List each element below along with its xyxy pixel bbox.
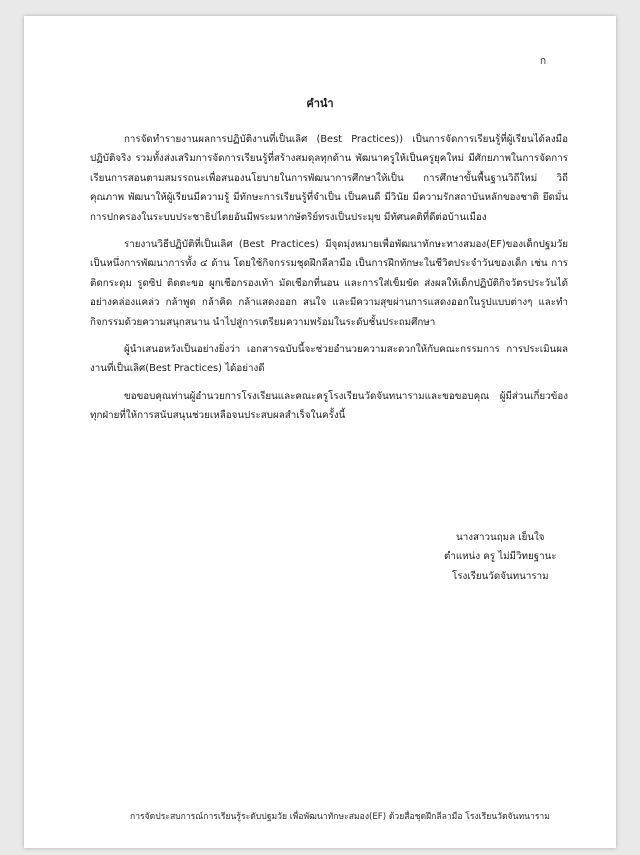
- paragraph-3: ผู้นำเสนอหวังเป็นอย่างยิ่งว่า เอกสารฉบับนี้จะช่วยอำนวยความสะดวกให้กับคณะกรรมการ การประเมินผลงานที่เป็นเลิศ(Best Practices) ได้อย่างดี: [90, 344, 568, 375]
- page-number: ก: [539, 56, 546, 67]
- signer-name: นางสาวนฤมล เย็นใจ: [456, 532, 545, 543]
- paragraph-1: การจัดทำรายงานผลการปฏิบัติงานที่เป็นเลิศ (Best Practices)) เป็นการจัดการเรียนรู้ที่ผู้เรียนได้ลงมือปฏิบัติจริง รวมทั้งส่งเสริมการจัดการเรียนรู้ที่สร้างสมดุลทุกด้าน พัฒนาครูให้เป็นครูยุคใหม่ มีศักยภาพในการจัดการเรียนการสอนตามสมรรถนะเพื่อสนองนโยบายในการพัฒนาการศึกษาให้เป็น การศึกษาขั้นพื้นฐานวิถีใหม่ วิถีคุณภาพ พัฒนาให้ผู้เรียนมีความรู้ มีทักษะการเรียนรู้ที่จำเป็น เป็นคนดี มีวินัย มีความรักสถาบันหลักของชาติ ยึดมั่นการปกครองในระบบประชาธิปไตยอันมีพระมหากษัตริย์ทรงเป็นประมุข มีทัศนคติที่ดีต่อบ้านเมือง: [90, 134, 568, 223]
- document-page: [24, 16, 616, 848]
- signature-block: [444, 528, 557, 586]
- page-title: คำนำ: [306, 97, 334, 110]
- signer-position: ตำแหน่ง ครู ไม่มีวิทยฐานะ: [444, 551, 557, 563]
- signer-school: โรงเรียนวัดจันทนาราม: [452, 570, 549, 582]
- page-footer: การจัดประสบการณ์การเรียนรู้ระดับปฐมวัย เพื่อพัฒนาทักษะสมอง(EF) ด้วยสื่อชุดฝึกลีลามือ โรงเรียนวัดจันทนาราม: [130, 812, 550, 822]
- preface-body: [90, 130, 568, 434]
- paragraph-4: ขอขอบคุณท่านผู้อำนวยการโรงเรียนและคณะครูโรงเรียนวัดจันทนารามและขอขอบคุณ ผู้มีส่วนเกี่ยวข้องทุกฝ่ายที่ให้การสนับสนุนช่วยเหลือจนประสบผลสำเร็จในครั้งนี้: [90, 390, 568, 422]
- paragraph-2: รายงานวิธีปฏิบัติที่เป็นเลิศ (Best Practices) มีจุดมุ่งหมายเพื่อพัฒนาทักษะทางสมอง(EF)ของเด็กปฐมวัยเป็นหนึ่งการพัฒนาการทั้ง ๔ ด้าน โดยใช้กิจกรรมชุดฝึกลีลามือ เป็นการฝึกทักษะในชีวิตประจำวันของเด็ก เช่น การติดกระดุม รูดซิป ติดตะขอ ผูกเชือกรองเท้า มัดเชือกที่นอน และการใส่เข็มขัด ส่งผลให้เด็กปฏิบัติกิจวัตรประวันได้อย่างคล่องแคล่ว กล้าพูด กล้าคิด กล้าแสดงออก สนใจ และมีความสุขผ่านการแสดงออกในรูปแบบต่างๆ และทำกิจกรรมด้วยความสนุกสนาน นำไปสู่การเตรียมความพร้อมในระดับชั้นประถมศึกษา: [90, 239, 568, 328]
